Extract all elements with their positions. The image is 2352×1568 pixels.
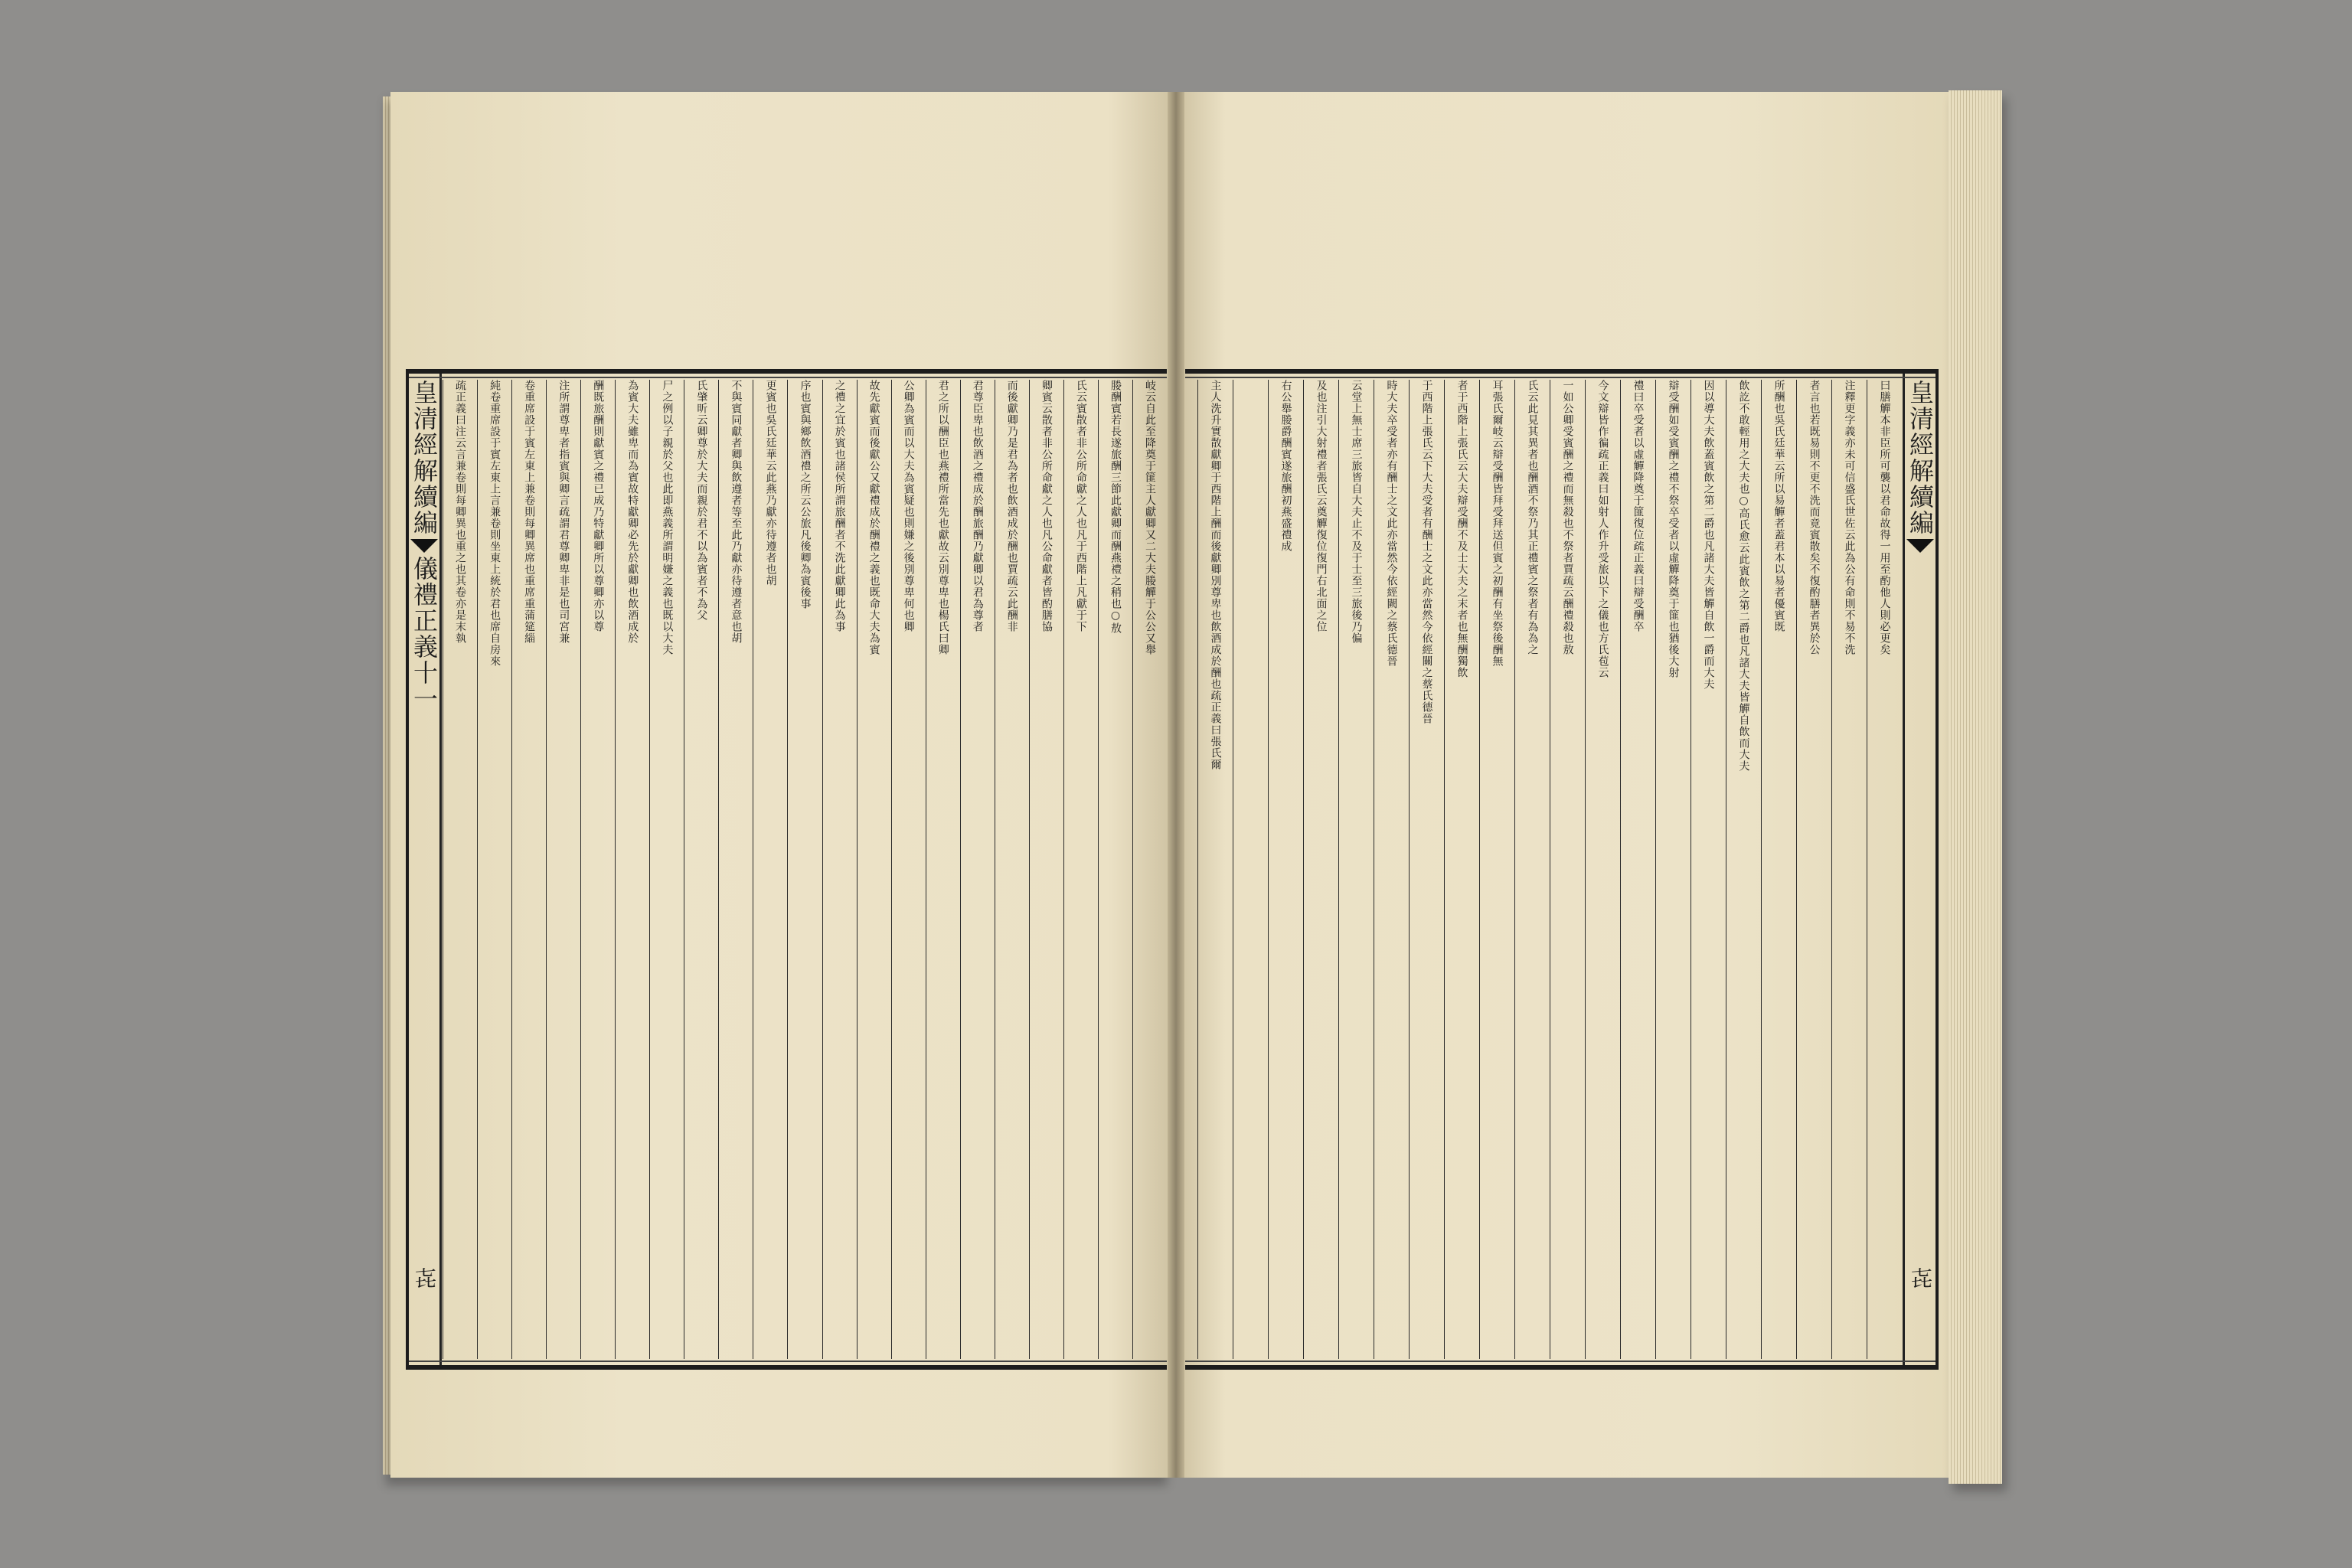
column-text: 云堂上無士席三旅皆自大夫止不及于士至三旅後乃偏 xyxy=(1350,380,1363,644)
column-text: 者于西階上張氏云大夫辯受酬不及士大夫之末者也無酬獨飲 xyxy=(1455,380,1468,678)
book-gutter xyxy=(1168,92,1184,1478)
column-text: 注所謂尊卑者指賓與卿言疏謂君尊卿卑非是也司宮兼 xyxy=(557,380,570,644)
text-column xyxy=(787,380,822,1359)
left-banxin-title: 皇清經解續編 xyxy=(410,380,439,536)
text-column xyxy=(718,380,753,1359)
right-text-columns xyxy=(1185,380,1902,1359)
column-text: 今文辯皆作徧疏正義曰如射人作升受旅以下之儀也方氏苞云 xyxy=(1596,380,1609,678)
column-text: 辯受酬如受賓酬之禮不祭卒受者以虛觶降奠于篚也猶後大射 xyxy=(1667,380,1680,678)
text-column xyxy=(1620,380,1655,1359)
text-column xyxy=(1409,380,1444,1359)
text-column xyxy=(995,380,1029,1359)
text-column xyxy=(1726,380,1761,1359)
column-text: 所酬也吳氏廷華云所以易觶者蓋君本以易者優賓既 xyxy=(1772,380,1785,632)
column-text: 右公舉媵爵酬賓遂旅酬初燕盛禮成 xyxy=(1279,380,1292,552)
text-column xyxy=(1479,380,1514,1359)
left-folio-number: 㐂 xyxy=(412,1267,437,1289)
text-column xyxy=(1303,380,1338,1359)
text-column xyxy=(1655,380,1690,1359)
text-column xyxy=(1761,380,1796,1359)
left-banxin-subtitle: 儀禮正義十一 xyxy=(410,556,439,712)
left-banxin xyxy=(409,374,442,1365)
column-text: 氏云賓散者非公所命獻之人也凡于西階上凡獻于下 xyxy=(1074,380,1087,632)
text-column xyxy=(753,380,787,1359)
column-text: 不與賓同獻者卿與飲遵者等至此乃獻亦待遵者意也胡 xyxy=(730,380,743,644)
left-text-block xyxy=(406,369,1167,1370)
left-text-columns xyxy=(443,380,1167,1359)
column-text: 飲訖不敢輕用之大夫也○高氏愈云此賓飲之第二爵也凡諸大夫皆觶自飲而大夫 xyxy=(1737,380,1750,772)
text-column xyxy=(960,380,995,1359)
column-text: 尸之例以子親於父也此即燕義所謂明嫌之義也既以大夫 xyxy=(661,380,674,655)
column-text: 媵酬賓若長遂旅酬三節此獻卿而酬燕禮之稍也○敖 xyxy=(1109,380,1122,634)
text-column xyxy=(477,380,511,1359)
text-column xyxy=(926,380,960,1359)
text-column xyxy=(1796,380,1831,1359)
text-column xyxy=(1831,380,1867,1359)
right-folio-number: 㐂 xyxy=(1908,1267,1933,1289)
column-text: 酬既旅酬則獻賓之禮已成乃特獻卿所以尊卿亦以尊 xyxy=(592,380,605,632)
text-column xyxy=(857,380,891,1359)
column-text: 禮曰卒受者以虛觶降奠于篚復位疏正義曰辯受酬卒 xyxy=(1632,380,1645,632)
text-column xyxy=(1132,380,1167,1359)
column-text: 氏云此見其異者也酬酒不祭乃其正禮賓之祭者有為為之 xyxy=(1526,380,1539,655)
text-column xyxy=(546,380,580,1359)
column-text: 君尊臣卑也飲酒之禮成於酬旅酬乃獻卿以君為尊者 xyxy=(971,380,984,632)
column-text: 疏正義曰注云言兼卷則每卿異也重之也其卷亦是末執 xyxy=(454,380,467,644)
text-column xyxy=(511,380,546,1359)
column-text: 于西階上張氏云下大夫受者有酬士之文此亦當然今依經關之蔡氏德晉 xyxy=(1420,380,1433,724)
column-text: 之禮之宜於賓也諸侯所謂旅酬者不洗此獻卿此為事 xyxy=(833,380,846,632)
text-column xyxy=(1029,380,1063,1359)
column-text: 因以導大夫飲蓋賓飲之第二爵也凡諸大夫皆觶自飲一爵而大夫 xyxy=(1702,380,1715,690)
text-column xyxy=(1444,380,1479,1359)
text-column xyxy=(1867,380,1902,1359)
text-column xyxy=(684,380,718,1359)
text-column xyxy=(822,380,857,1359)
fish-tail-icon xyxy=(1906,539,1934,553)
text-column xyxy=(1514,380,1550,1359)
text-column xyxy=(1197,380,1233,1359)
text-column xyxy=(1233,380,1268,1359)
right-page-edges xyxy=(1949,90,2002,1484)
right-text-block xyxy=(1185,369,1939,1370)
text-column xyxy=(891,380,926,1359)
text-column xyxy=(1550,380,1585,1359)
column-text: 耳張氏爾岐云辯受酬皆拜受拜送但賓之初酬有坐祭後酬無 xyxy=(1491,380,1504,667)
column-text: 曰膳觶本非臣所可襲以君命故得一用至酌他人則必更矣 xyxy=(1878,380,1891,655)
column-text: 氏肇昕云卿尊於大夫而親於君不以為賓者不為父 xyxy=(695,380,708,621)
text-column xyxy=(1374,380,1409,1359)
column-text: 時大夫卒受者亦有酬士之文此亦當然今依經闕之蔡氏德晉 xyxy=(1385,380,1398,667)
column-text: 卿賓云散者非公所命獻之人也凡公命獻者皆酌膳協 xyxy=(1040,380,1053,632)
column-text: 更賓也吳氏廷華云此燕乃獻亦待遵者也胡 xyxy=(764,380,777,586)
text-column xyxy=(1585,380,1620,1359)
text-column xyxy=(1268,380,1303,1359)
column-text: 序也賓與鄉飲酒禮之所云公旅凡後卿為賓後事 xyxy=(799,380,812,609)
column-text: 卷重席設于賓左東上兼卷則每卿異席也重席重蒲筵緇 xyxy=(523,380,536,644)
column-text: 岐云自此至降奠于篚主人獻卿又二大夫媵觶于公公又舉 xyxy=(1143,380,1156,655)
text-column xyxy=(1338,380,1374,1359)
column-text: 君之所以酬臣也燕禮所當先也獻故云別尊卑也楊氏曰卿 xyxy=(936,380,949,655)
column-text: 者言也若既易則不更不洗而竟賓散矣不復酌膳者異於公 xyxy=(1808,380,1821,655)
column-text: 而後獻卿乃是君為者也飲酒成於酬也賈疏云此酬非 xyxy=(1005,380,1018,632)
right-banxin xyxy=(1903,374,1936,1365)
right-banxin-title: 皇清經解續編 xyxy=(1906,380,1935,536)
column-text: 一如公卿受賓酬之禮而無殺也不祭者賈疏云酬禮殺也敖 xyxy=(1561,380,1574,655)
column-text: 純卷重席設于賓左東上言兼卷則坐東上統於君也席自房來 xyxy=(488,380,501,667)
text-column xyxy=(1690,380,1726,1359)
text-column xyxy=(580,380,615,1359)
column-text: 及也注引大射禮者張氏云奠觶復位復門右北面之位 xyxy=(1315,380,1328,632)
text-column xyxy=(1098,380,1132,1359)
text-column xyxy=(443,380,477,1359)
column-text: 注釋更字義亦未可信盛氏世佐云此為公有命則不易不洗 xyxy=(1843,380,1856,655)
text-column xyxy=(649,380,684,1359)
column-text: 公卿為賓而以大夫為賓疑也則嫌之後別尊卑何也卿 xyxy=(902,380,915,632)
column-text: 為賓大夫雖卑而為賓故特獻卿必先於獻卿也飲酒成於 xyxy=(626,380,639,644)
text-column xyxy=(615,380,649,1359)
fish-tail-icon xyxy=(410,539,438,553)
column-text: 故先獻賓而後獻公又獻禮成於酬禮之義也既命大夫為賓 xyxy=(867,380,880,655)
column-text: 主人洗升實散獻卿于西階上酬而後獻卿別尊卑也飲酒成於酬也疏正義曰張氏爾 xyxy=(1209,380,1222,770)
text-column xyxy=(1063,380,1098,1359)
